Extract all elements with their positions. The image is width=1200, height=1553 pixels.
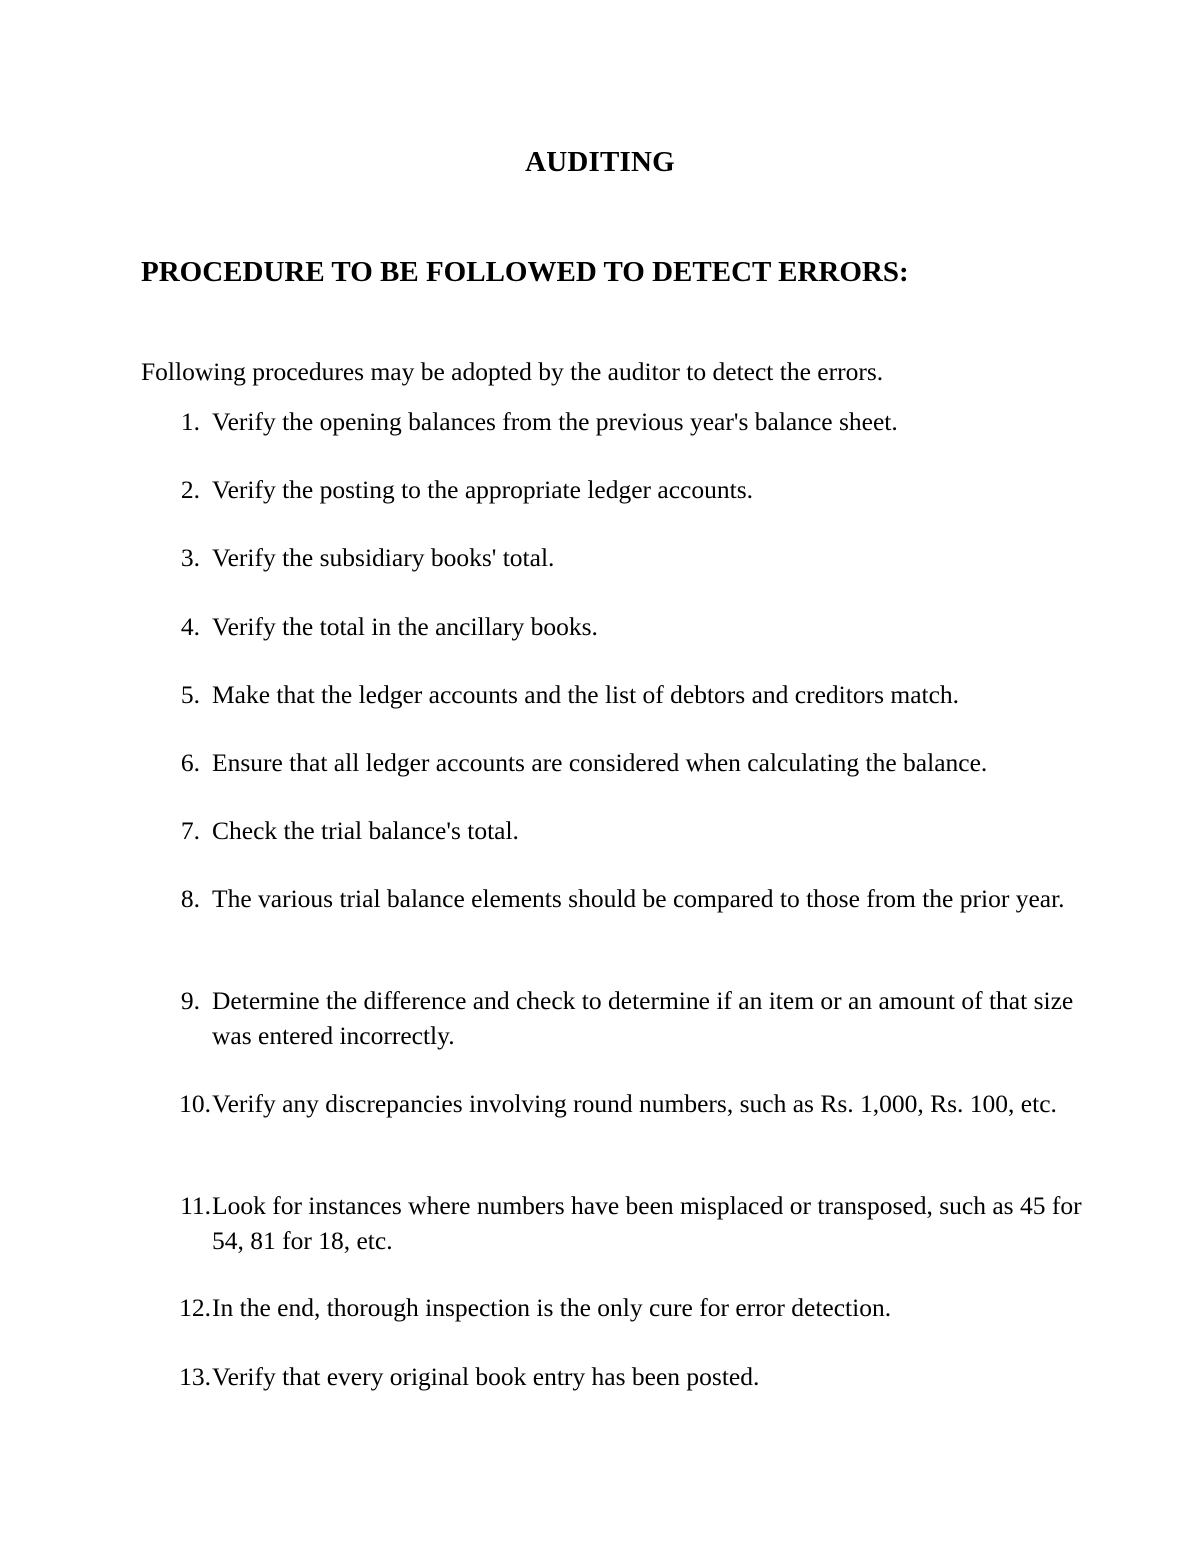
item-number: 8. xyxy=(180,884,200,913)
item-text: Ensure that all ledger accounts are considered when calculating the balance. xyxy=(212,748,988,777)
item-number: 13. xyxy=(179,1362,211,1391)
item-text: In the end, thorough inspection is the only cure for error detection. xyxy=(212,1293,892,1322)
item-text: Verify the posting to the appropriate ledger accounts. xyxy=(212,475,753,504)
item-number: 10. xyxy=(179,1089,211,1118)
item-text: Verify that every original book entry has been posted. xyxy=(212,1362,760,1391)
item-text: Verify any discrepancies involving round numbers, such as Rs. 1,000, Rs. 100, etc. xyxy=(212,1089,1057,1118)
item-text: Look for instances where numbers have been misplaced or transposed, such as 45 for 54, 81 for 18, etc. xyxy=(212,1191,1082,1255)
item-number: 7. xyxy=(180,816,200,845)
section-heading: PROCEDURE TO BE FOLLOWED TO DETECT ERRORS: xyxy=(141,256,909,288)
item-text: Verify the subsidiary books' total. xyxy=(212,543,555,572)
item-number: 9. xyxy=(180,986,200,1015)
item-number: 12. xyxy=(179,1293,211,1322)
item-text: Check the trial balance's total. xyxy=(212,816,519,845)
item-text: Verify the total in the ancillary books. xyxy=(212,612,598,641)
item-number: 1. xyxy=(180,407,200,436)
item-number: 2. xyxy=(180,475,200,504)
item-text: The various trial balance elements should be compared to those from the prior year. xyxy=(212,884,1065,913)
intro-paragraph: Following procedures may be adopted by the auditor to detect the errors. xyxy=(141,357,884,386)
item-number: 3. xyxy=(180,543,200,572)
item-number: 4. xyxy=(180,612,200,641)
document-title: AUDITING xyxy=(525,146,675,178)
item-number: 6. xyxy=(180,748,200,777)
item-text: Make that the ledger accounts and the list of debtors and creditors match. xyxy=(212,680,960,709)
item-text: Verify the opening balances from the previous year's balance sheet. xyxy=(212,407,898,436)
item-number: 11. xyxy=(180,1191,211,1220)
item-number: 5. xyxy=(180,680,200,709)
item-text: Determine the difference and check to determine if an item or an amount of that size was entered incorrectly. xyxy=(212,986,1074,1050)
